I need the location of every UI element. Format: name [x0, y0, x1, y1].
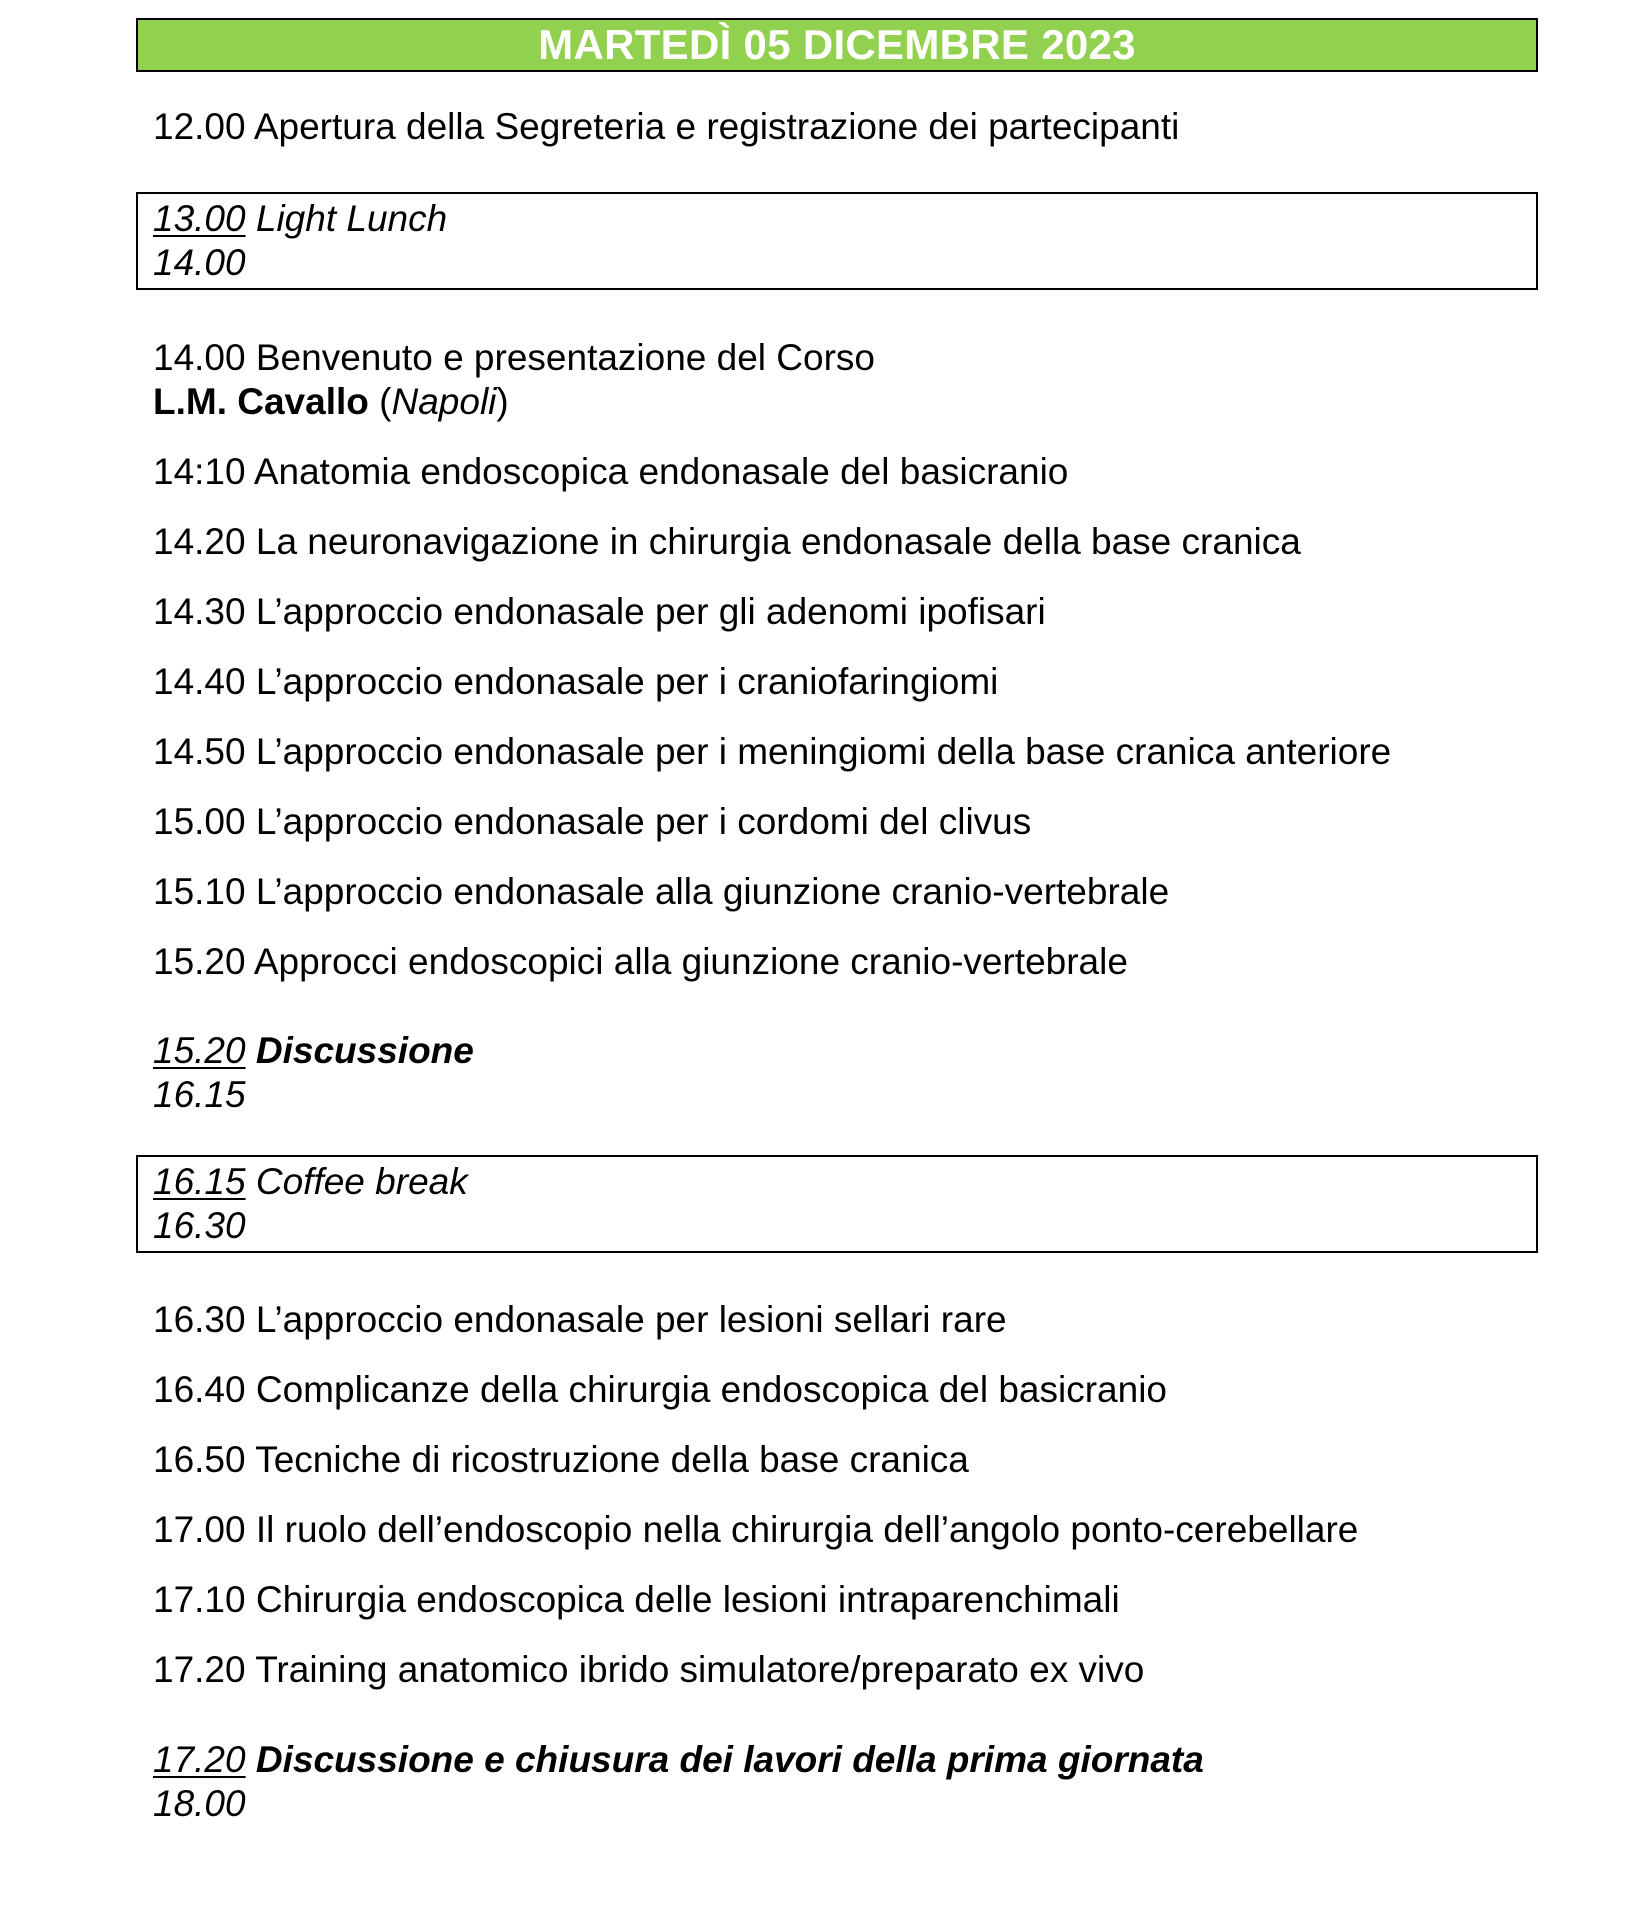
speaker-line: L.M. Cavallo (Napoli): [153, 381, 509, 422]
speaker-city: Napoli: [391, 381, 497, 422]
lunch-label: Light Lunch: [255, 198, 448, 239]
schedule-item: 15.00 L’approccio endonasale per i cordomi del clivus: [153, 801, 1032, 842]
schedule-item: 17.00 Il ruolo dell’endoscopio nella chirurgia dell’angolo ponto-cerebellare: [153, 1509, 1359, 1550]
discussion2-label: Discussione e chiusura dei lavori della prima giornata: [255, 1739, 1204, 1780]
discussion2-end-time: 18.00: [153, 1783, 246, 1824]
schedule-item: 17.10 Chirurgia endoscopica delle lesioni intraparenchimali: [153, 1579, 1120, 1620]
lunch-end-time: 14.00: [153, 242, 246, 283]
lunch-start-time: 13.00: [153, 198, 246, 239]
schedule-item: 15.10 L’approccio endonasale alla giunzione cranio-vertebrale: [153, 871, 1170, 912]
schedule-item: 14.40 L’approccio endonasale per i craniofaringiomi: [153, 661, 999, 702]
coffee-label: Coffee break: [255, 1161, 468, 1202]
lunch-line: [153, 197, 447, 241]
discussion1-start-time: 15.20: [153, 1030, 246, 1071]
day-header: MARTEDÌ 05 DICEMBRE 2023: [136, 18, 1538, 72]
schedule-item-registration: 12.00 Apertura della Segreteria e registrazione dei partecipanti: [153, 106, 1180, 147]
coffee-line: [153, 1160, 468, 1204]
discussion1-end-time: 16.15: [153, 1074, 246, 1115]
schedule-item: 17.20 Training anatomico ibrido simulatore/preparato ex vivo: [153, 1649, 1145, 1690]
schedule-item: 14.50 L’approccio endonasale per i meningiomi della base cranica anteriore: [153, 731, 1392, 772]
schedule-item: 14.30 L’approccio endonasale per gli adenomi ipofisari: [153, 591, 1046, 632]
coffee-end-time: 16.30: [153, 1205, 246, 1246]
schedule-item: 14.20 La neuronavigazione in chirurgia endonasale della base cranica: [153, 521, 1301, 562]
schedule-item: 16.30 L’approccio endonasale per lesioni sellari rare: [153, 1299, 1007, 1340]
discussion1-label: Discussione: [255, 1030, 474, 1071]
speaker-name: L.M. Cavallo: [153, 381, 369, 422]
schedule-item: 16.50 Tecniche di ricostruzione della base cranica: [153, 1439, 969, 1480]
discussion2-line: [153, 1738, 1204, 1782]
schedule-item: 16.40 Complicanze della chirurgia endoscopica del basicranio: [153, 1369, 1167, 1410]
discussion2-start-time: 17.20: [153, 1739, 246, 1780]
coffee-start-time: 16.15: [153, 1161, 246, 1202]
discussion1-line: [153, 1029, 474, 1073]
schedule-item: 15.20 Approcci endoscopici alla giunzione cranio-vertebrale: [153, 941, 1128, 982]
schedule-item: 14:10 Anatomia endoscopica endonasale del basicranio: [153, 451, 1069, 492]
schedule-item-welcome: 14.00 Benvenuto e presentazione del Corso: [153, 337, 876, 378]
